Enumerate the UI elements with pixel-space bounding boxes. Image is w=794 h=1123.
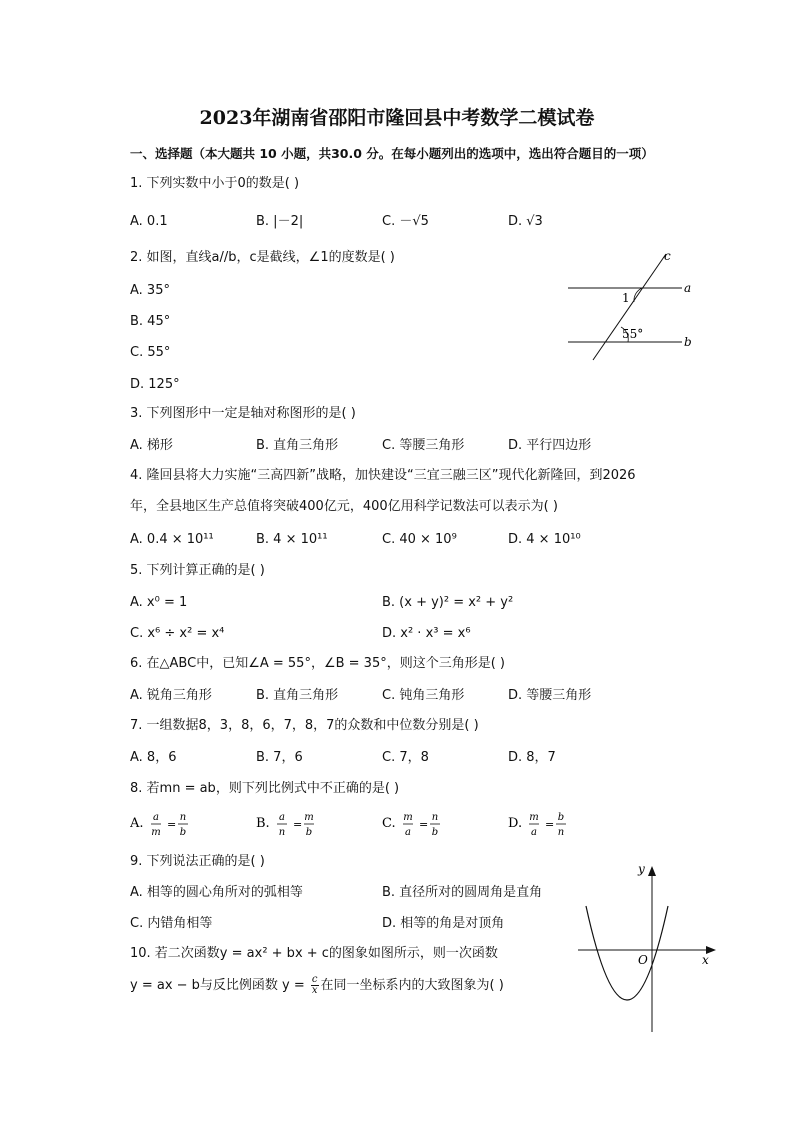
origin-label: O: [638, 953, 648, 967]
question-4: 4. 隆回县将大力实施“三高四新”战略，加快建设“三宜三融三区”现代化新隆回，到2026: [130, 468, 636, 483]
q8-option-a: [130, 808, 190, 840]
q5-option-d: D. x² · x³ = x⁶: [382, 626, 471, 641]
parallel-lines-figure: [560, 246, 700, 364]
svg-text:A.: A.: [130, 816, 144, 831]
label-b: b: [684, 335, 692, 349]
q5-option-b: B. (x + y)² = x² + y²: [382, 595, 514, 610]
svg-text:n: n: [431, 812, 439, 823]
q9-option-b: B. 直径所对的圆周角是直角: [382, 885, 543, 900]
q5-option-a: A. x⁰ = 1: [130, 595, 188, 610]
q4-option-b: B. 4 × 10¹¹: [256, 532, 328, 547]
section-heading: 一、选择题（本大题共 10 小题，共30.0 分。在每小题列出的选项中，选出符合题目的一项）: [130, 146, 654, 161]
svg-text:n: n: [557, 827, 565, 838]
q10-fraction: $\frac{c}{x}$: [311, 974, 318, 996]
q7-option-c: C. 7，8: [382, 750, 429, 765]
question-6: 6. 在△ABC中，已知∠A = 55°，∠B = 35°，则这个三角形是( ): [130, 656, 505, 671]
label-c: c: [664, 249, 671, 263]
parabola-figure: [576, 858, 722, 1036]
q2-option-b: B. 45°: [130, 314, 171, 329]
q1-option-c: C. －√5: [382, 214, 429, 229]
question-9: 9. 下列说法正确的是( ): [130, 854, 265, 869]
q1-option-a: A. 0.1: [130, 214, 168, 229]
question-2: 2. 如图，直线a//b，c是截线，∠1的度数是( ): [130, 250, 395, 265]
svg-text:D.: D.: [508, 816, 523, 831]
svg-text:=: =: [167, 818, 177, 831]
label-a: a: [684, 281, 692, 295]
q2-option-c: C. 55°: [130, 345, 171, 360]
angle-55-label: 55°: [622, 327, 644, 341]
svg-text:b: b: [431, 827, 439, 838]
page-title: 2023年湖南省邵阳市隆回县中考数学二模试卷: [199, 107, 595, 129]
question-1: 1. 下列实数中小于0的数是( ): [130, 176, 300, 191]
question-3: 3. 下列图形中一定是轴对称图形的是( ): [130, 406, 356, 421]
q1-option-d: D. √3: [508, 214, 543, 229]
y-axis-label: y: [638, 862, 645, 876]
q4-option-a: A. 0.4 × 10¹¹: [130, 532, 214, 547]
parabola-curve: [586, 906, 668, 1000]
svg-text:m: m: [151, 827, 161, 838]
question-8: 8. 若mn = ab，则下列比例式中不正确的是( ): [130, 781, 400, 796]
y-axis-arrow-icon: [648, 866, 656, 876]
svg-text:a: a: [279, 812, 285, 823]
svg-text:a: a: [153, 812, 159, 823]
angle-1-label: 1: [622, 291, 630, 305]
svg-text:n: n: [179, 812, 187, 823]
q10-text-post: 在同一坐标系内的大致图象为( ): [320, 978, 504, 993]
question-10-line2: [130, 975, 504, 996]
q1-option-b: B. |－2|: [256, 214, 304, 229]
q6-option-c: C. 钝角三角形: [382, 688, 465, 703]
svg-text:m: m: [403, 812, 413, 823]
q2-option-d: D. 125°: [130, 377, 180, 392]
svg-text:B.: B.: [256, 816, 270, 831]
q7-option-d: D. 8，7: [508, 750, 556, 765]
q6-option-a: A. 锐角三角形: [130, 688, 212, 703]
svg-text:m: m: [304, 812, 314, 823]
question-10: 10. 若二次函数y = ax² + bx + c的图象如图所示，则一次函数: [130, 946, 498, 961]
q4-option-c: C. 40 × 10⁹: [382, 532, 457, 547]
svg-text:C.: C.: [382, 816, 396, 831]
q10-text-pre: y = ax − b与反比例函数 y =: [130, 978, 309, 993]
question-4-line2: 年，全县地区生产总值将突破400亿元，400亿用科学记数法可以表示为( ): [130, 499, 558, 514]
q9-option-a: A. 相等的圆心角所对的弧相等: [130, 885, 303, 900]
q9-option-c: C. 内错角相等: [130, 916, 213, 931]
q3-option-b: B. 直角三角形: [256, 438, 339, 453]
svg-text:b: b: [179, 827, 187, 838]
q6-option-d: D. 等腰三角形: [508, 688, 592, 703]
q3-option-c: C. 等腰三角形: [382, 438, 465, 453]
q8-option-d: [508, 808, 568, 840]
svg-text:n: n: [278, 827, 286, 838]
q3-option-a: A. 梯形: [130, 438, 173, 453]
q9-option-d: D. 相等的角是对顶角: [382, 916, 505, 931]
q5-option-c: C. x⁶ ÷ x² = x⁴: [130, 626, 225, 641]
q2-option-a: A. 35°: [130, 283, 170, 298]
svg-text:a: a: [405, 827, 411, 838]
x-axis-label: x: [702, 953, 709, 967]
svg-text:=: =: [293, 818, 303, 831]
q6-option-b: B. 直角三角形: [256, 688, 339, 703]
q7-option-a: A. 8，6: [130, 750, 177, 765]
svg-text:a: a: [531, 827, 537, 838]
question-7: 7. 一组数据8，3，8，6，7，8，7的众数和中位数分别是( ): [130, 718, 479, 733]
q8-option-b: [256, 808, 316, 840]
q4-option-d: D. 4 × 10¹⁰: [508, 532, 581, 547]
svg-text:=: =: [419, 818, 429, 831]
q7-option-b: B. 7，6: [256, 750, 303, 765]
q3-option-d: D. 平行四边形: [508, 438, 592, 453]
svg-text:b: b: [305, 827, 313, 838]
q8-option-c: [382, 808, 442, 840]
svg-text:m: m: [529, 812, 539, 823]
line-c: [593, 254, 666, 360]
question-5: 5. 下列计算正确的是( ): [130, 563, 265, 578]
svg-text:=: =: [545, 818, 555, 831]
svg-text:b: b: [557, 812, 565, 823]
